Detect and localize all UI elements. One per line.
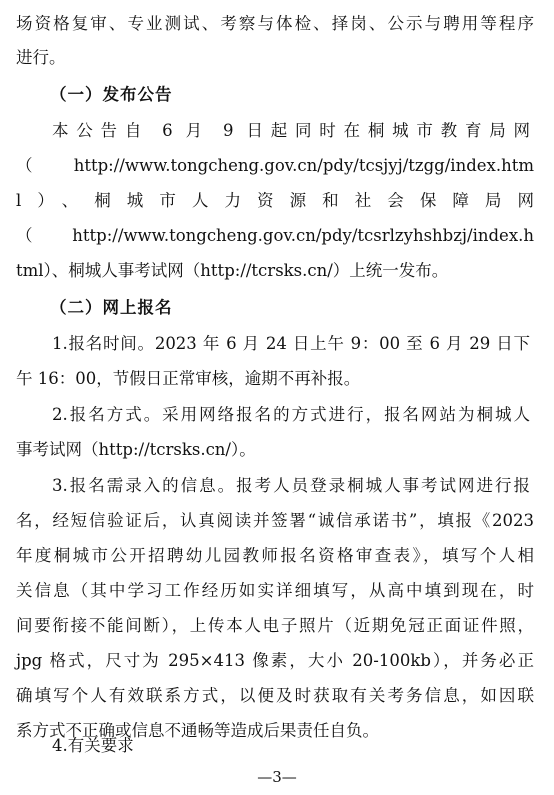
- text-line: （http://www.tongcheng.gov.cn/pdy/tcsrlzyhshbzj/index.h: [16, 226, 534, 245]
- section-heading: [0, 290, 554, 326]
- text-line: l）、桐城市人力资源和社会保障局网: [16, 191, 534, 210]
- paragraph-line: [0, 643, 554, 679]
- paragraph-line: [0, 148, 554, 184]
- paragraph-line: [0, 183, 554, 219]
- text-line: 进行。: [16, 48, 66, 67]
- section-heading-text: （二）网上报名: [50, 298, 173, 317]
- text-line: 2.报名方式。采用网络报名的方式进行，报名网站为桐城人: [52, 405, 530, 424]
- text-line: 确填写个人有效联系方式，以便及时获取有关考务信息，如因联: [16, 686, 534, 705]
- paragraph-line: [0, 326, 554, 362]
- text-line: 1.报名时间。2023 年 6 月 24 日上午 9：00 至 6 月 29 日下: [52, 334, 530, 353]
- text-line: tml）、桐城人事考试网（http://tcrsks.cn/）上统一发布。: [16, 261, 449, 280]
- paragraph-line: [0, 113, 554, 149]
- section-heading: [0, 77, 554, 113]
- text-line: 事考试网（http://tcrsks.cn/）。: [16, 440, 256, 459]
- paragraph-line: [0, 40, 554, 76]
- text-line: 4.有关要求: [52, 736, 134, 755]
- text-line: 年度桐城市公开招聘幼儿园教师报名资格审查表》，填写个人相: [16, 546, 534, 565]
- page-number: —3—: [257, 768, 297, 786]
- paragraph-line: [0, 573, 554, 609]
- paragraph-line-last: [0, 728, 554, 764]
- paragraph-line: [0, 218, 554, 254]
- paragraph-line: [0, 361, 554, 397]
- paragraph-line: [0, 397, 554, 433]
- text-line: jpg 格式，尺寸为 295×413 像素，大小 20-100kb），并务必正: [16, 651, 534, 670]
- text-line: 名，经短信验证后，认真阅读并签署“诚信承诺书”，填报《2023: [16, 511, 534, 530]
- text-line: 关信息（其中学习工作经历如实详细填写，从高中填到现在，时: [16, 581, 534, 600]
- paragraph-line: [0, 253, 554, 289]
- paragraph-line: [0, 608, 554, 644]
- paragraph-line: [0, 678, 554, 714]
- text-line: 3.报名需录入的信息。报考人员登录桐城人事考试网进行报: [52, 476, 530, 495]
- paragraph-line: [0, 503, 554, 539]
- paragraph-line: [0, 432, 554, 468]
- paragraph-line: [0, 6, 554, 42]
- text-line: 系方式不正确或信息不通畅等造成后果责任自负。: [16, 721, 379, 740]
- text-line: 本公告自 6 月 9 日起同时在桐城市教育局网: [52, 121, 530, 140]
- text-line: 场资格复审、专业测试、考察与体检、择岗、公示与聘用等程序: [16, 14, 534, 33]
- paragraph-line: [0, 468, 554, 504]
- text-line: 间要衔接不能间断），上传本人电子照片（近期免冠正面证件照，: [16, 616, 534, 635]
- text-line: 午 16：00，节假日正常审核，逾期不再补报。: [16, 369, 361, 388]
- text-line: （http://www.tongcheng.gov.cn/pdy/tcsjyj/tzgg/index.htm: [16, 156, 534, 175]
- section-heading-text: （一）发布公告: [50, 85, 173, 104]
- paragraph-line: [0, 538, 554, 574]
